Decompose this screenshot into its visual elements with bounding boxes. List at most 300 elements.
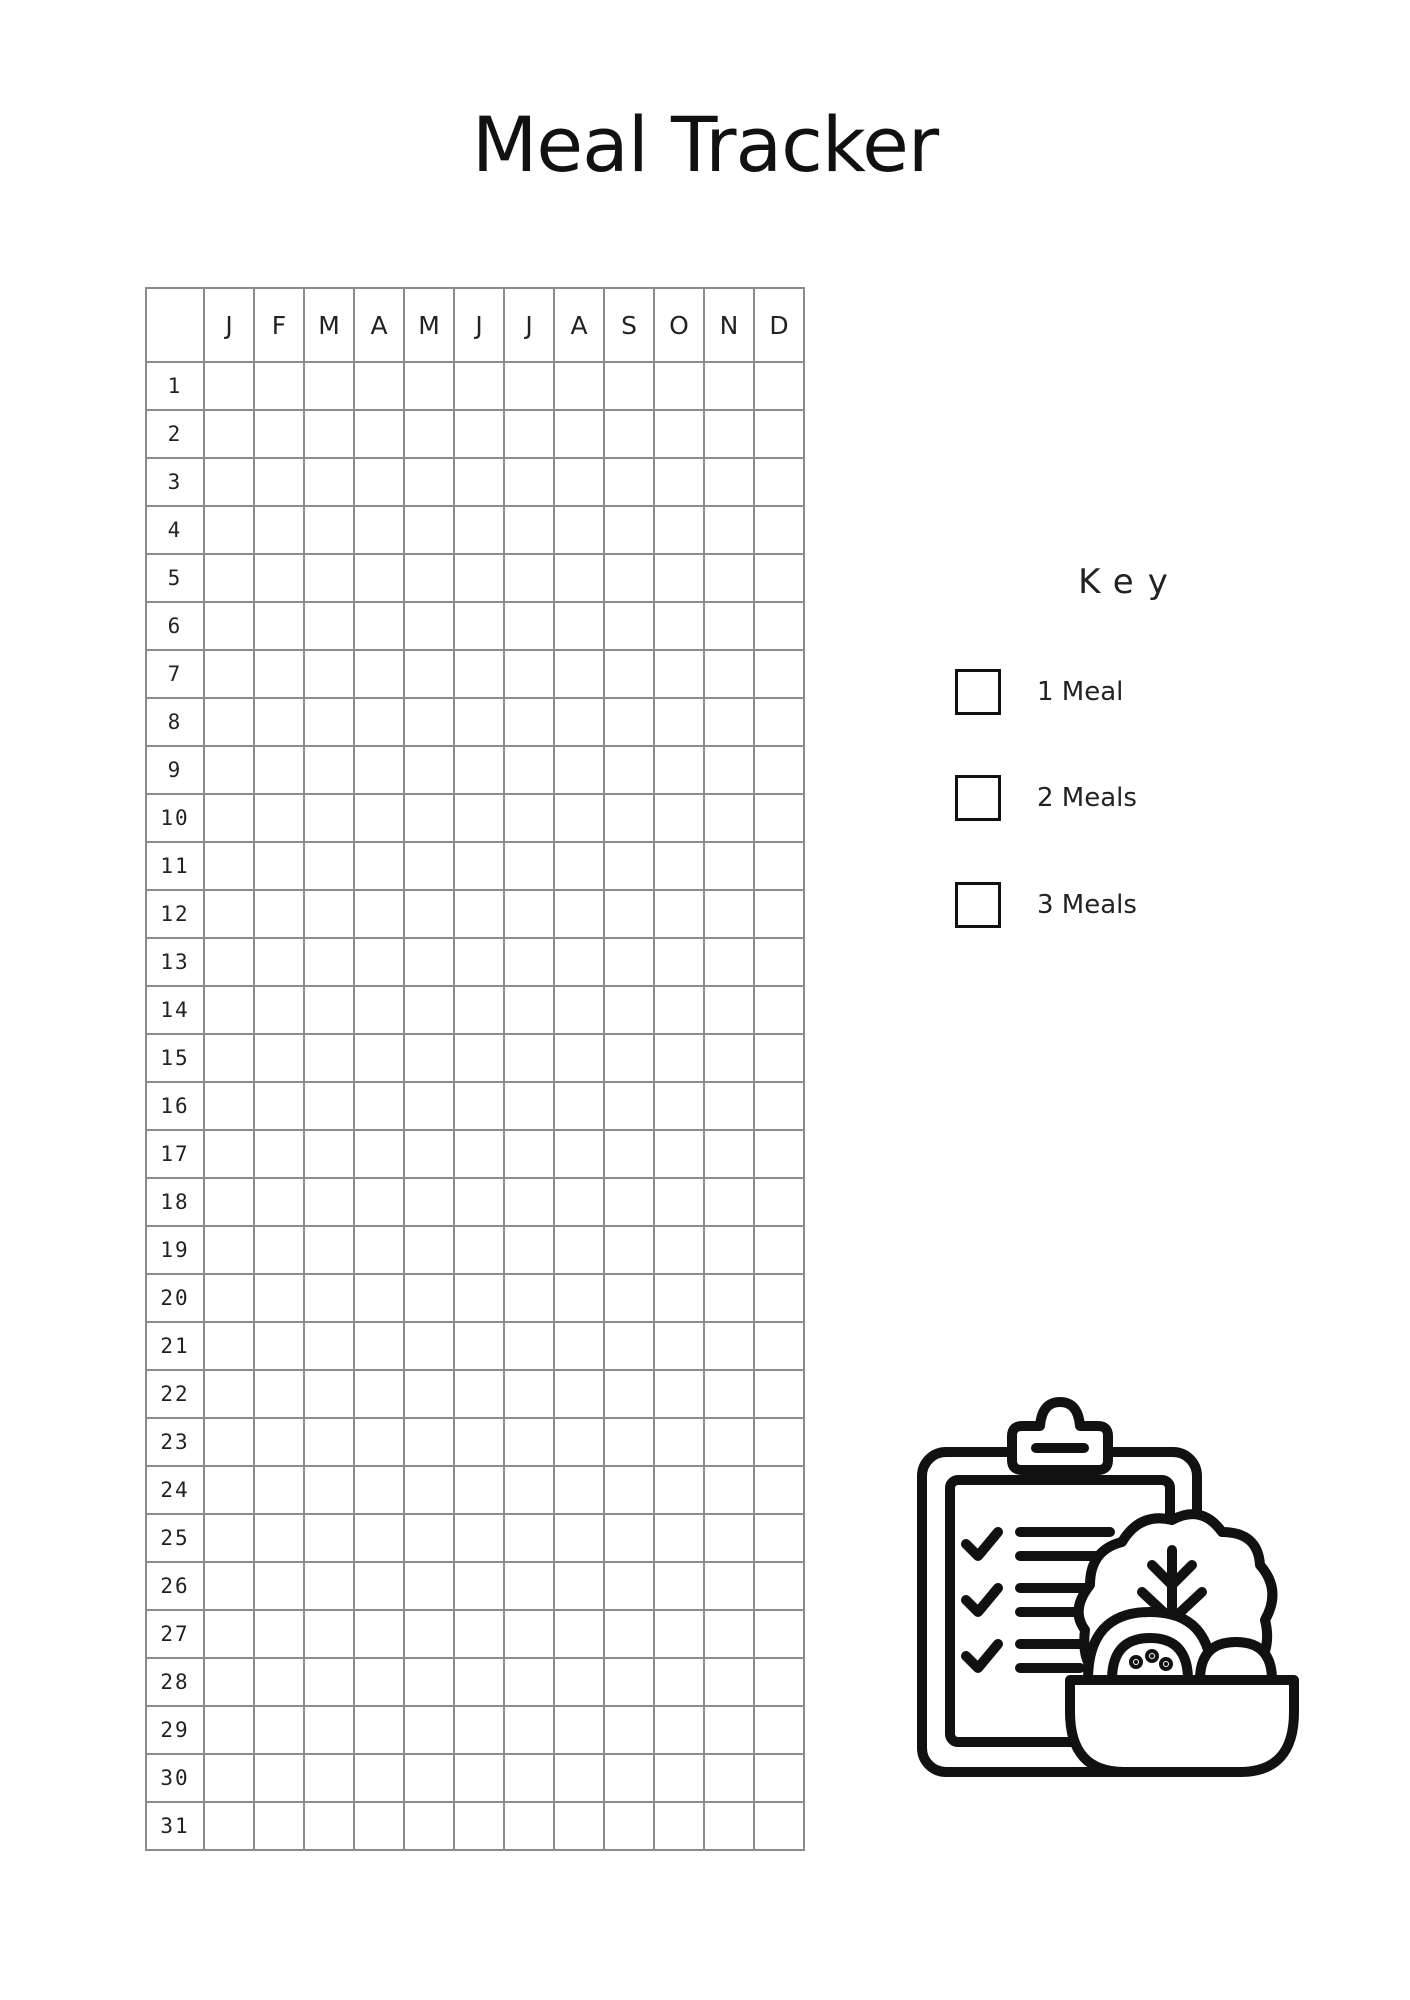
tracker-cell[interactable]: [204, 458, 254, 506]
tracker-cell[interactable]: [704, 1802, 754, 1850]
tracker-cell[interactable]: [304, 650, 354, 698]
tracker-cell[interactable]: [554, 362, 604, 410]
tracker-cell[interactable]: [254, 1274, 304, 1322]
tracker-cell[interactable]: [704, 650, 754, 698]
tracker-cell[interactable]: [254, 986, 304, 1034]
tracker-cell[interactable]: [654, 1226, 704, 1274]
tracker-cell[interactable]: [554, 1802, 604, 1850]
tracker-cell[interactable]: [754, 1610, 804, 1658]
tracker-cell[interactable]: [504, 650, 554, 698]
tracker-cell[interactable]: [504, 602, 554, 650]
tracker-cell[interactable]: [654, 1754, 704, 1802]
tracker-cell[interactable]: [454, 1178, 504, 1226]
tracker-cell[interactable]: [454, 1418, 504, 1466]
tracker-cell[interactable]: [704, 1562, 754, 1610]
tracker-cell[interactable]: [204, 410, 254, 458]
tracker-cell[interactable]: [554, 602, 604, 650]
tracker-cell[interactable]: [554, 458, 604, 506]
tracker-cell[interactable]: [654, 1466, 704, 1514]
tracker-cell[interactable]: [354, 1370, 404, 1418]
tracker-cell[interactable]: [754, 410, 804, 458]
tracker-cell[interactable]: [654, 1658, 704, 1706]
tracker-cell[interactable]: [704, 458, 754, 506]
tracker-cell[interactable]: [404, 1082, 454, 1130]
tracker-cell[interactable]: [254, 938, 304, 986]
tracker-cell[interactable]: [704, 890, 754, 938]
tracker-cell[interactable]: [454, 554, 504, 602]
tracker-cell[interactable]: [554, 794, 604, 842]
tracker-cell[interactable]: [654, 650, 704, 698]
tracker-cell[interactable]: [454, 1274, 504, 1322]
tracker-cell[interactable]: [404, 410, 454, 458]
tracker-cell[interactable]: [304, 1706, 354, 1754]
tracker-cell[interactable]: [504, 1274, 554, 1322]
tracker-cell[interactable]: [404, 1754, 454, 1802]
tracker-cell[interactable]: [654, 1514, 704, 1562]
tracker-cell[interactable]: [554, 890, 604, 938]
tracker-cell[interactable]: [554, 1034, 604, 1082]
tracker-cell[interactable]: [404, 1034, 454, 1082]
tracker-cell[interactable]: [554, 1178, 604, 1226]
tracker-cell[interactable]: [354, 410, 404, 458]
tracker-cell[interactable]: [654, 938, 704, 986]
tracker-cell[interactable]: [504, 890, 554, 938]
tracker-cell[interactable]: [604, 1706, 654, 1754]
tracker-cell[interactable]: [754, 1418, 804, 1466]
tracker-cell[interactable]: [604, 794, 654, 842]
tracker-cell[interactable]: [354, 890, 404, 938]
tracker-cell[interactable]: [204, 794, 254, 842]
tracker-cell[interactable]: [254, 1754, 304, 1802]
tracker-cell[interactable]: [304, 1130, 354, 1178]
tracker-cell[interactable]: [354, 938, 404, 986]
tracker-cell[interactable]: [504, 1034, 554, 1082]
tracker-cell[interactable]: [404, 1226, 454, 1274]
tracker-cell[interactable]: [754, 794, 804, 842]
tracker-cell[interactable]: [554, 746, 604, 794]
tracker-cell[interactable]: [354, 1418, 404, 1466]
tracker-cell[interactable]: [504, 794, 554, 842]
tracker-cell[interactable]: [604, 1754, 654, 1802]
tracker-cell[interactable]: [604, 986, 654, 1034]
tracker-cell[interactable]: [354, 1178, 404, 1226]
key-checkbox[interactable]: [955, 775, 1001, 821]
tracker-cell[interactable]: [404, 1466, 454, 1514]
tracker-cell[interactable]: [454, 746, 504, 794]
tracker-cell[interactable]: [204, 698, 254, 746]
tracker-cell[interactable]: [304, 458, 354, 506]
tracker-cell[interactable]: [504, 746, 554, 794]
tracker-cell[interactable]: [554, 1130, 604, 1178]
tracker-cell[interactable]: [404, 1370, 454, 1418]
tracker-cell[interactable]: [754, 506, 804, 554]
tracker-cell[interactable]: [654, 1274, 704, 1322]
tracker-cell[interactable]: [454, 1610, 504, 1658]
tracker-cell[interactable]: [604, 1226, 654, 1274]
tracker-cell[interactable]: [554, 1706, 604, 1754]
tracker-cell[interactable]: [554, 1226, 604, 1274]
tracker-cell[interactable]: [404, 938, 454, 986]
tracker-cell[interactable]: [504, 1322, 554, 1370]
tracker-cell[interactable]: [604, 602, 654, 650]
tracker-cell[interactable]: [754, 650, 804, 698]
tracker-cell[interactable]: [204, 1562, 254, 1610]
tracker-cell[interactable]: [454, 794, 504, 842]
tracker-cell[interactable]: [654, 794, 704, 842]
tracker-cell[interactable]: [704, 1514, 754, 1562]
tracker-cell[interactable]: [704, 698, 754, 746]
tracker-cell[interactable]: [704, 938, 754, 986]
tracker-cell[interactable]: [754, 986, 804, 1034]
tracker-cell[interactable]: [754, 1226, 804, 1274]
tracker-cell[interactable]: [404, 746, 454, 794]
tracker-cell[interactable]: [704, 1322, 754, 1370]
tracker-cell[interactable]: [404, 842, 454, 890]
tracker-cell[interactable]: [554, 1562, 604, 1610]
tracker-cell[interactable]: [304, 746, 354, 794]
tracker-cell[interactable]: [354, 1610, 404, 1658]
tracker-cell[interactable]: [554, 1514, 604, 1562]
tracker-cell[interactable]: [704, 410, 754, 458]
tracker-cell[interactable]: [304, 1178, 354, 1226]
tracker-cell[interactable]: [554, 1466, 604, 1514]
key-checkbox[interactable]: [955, 669, 1001, 715]
tracker-cell[interactable]: [254, 1322, 304, 1370]
tracker-cell[interactable]: [304, 1658, 354, 1706]
tracker-cell[interactable]: [704, 1370, 754, 1418]
tracker-cell[interactable]: [504, 1130, 554, 1178]
tracker-cell[interactable]: [354, 1274, 404, 1322]
tracker-cell[interactable]: [254, 602, 304, 650]
tracker-cell[interactable]: [754, 602, 804, 650]
tracker-cell[interactable]: [604, 554, 654, 602]
tracker-cell[interactable]: [604, 1466, 654, 1514]
tracker-cell[interactable]: [254, 1226, 304, 1274]
tracker-cell[interactable]: [204, 554, 254, 602]
tracker-cell[interactable]: [354, 1082, 404, 1130]
tracker-cell[interactable]: [554, 986, 604, 1034]
tracker-cell[interactable]: [754, 1274, 804, 1322]
tracker-cell[interactable]: [454, 602, 504, 650]
tracker-cell[interactable]: [254, 1082, 304, 1130]
tracker-cell[interactable]: [354, 1226, 404, 1274]
tracker-cell[interactable]: [454, 1802, 504, 1850]
tracker-cell[interactable]: [454, 1322, 504, 1370]
tracker-cell[interactable]: [404, 1562, 454, 1610]
tracker-cell[interactable]: [504, 458, 554, 506]
tracker-cell[interactable]: [404, 1274, 454, 1322]
tracker-cell[interactable]: [704, 1130, 754, 1178]
tracker-cell[interactable]: [554, 1322, 604, 1370]
tracker-cell[interactable]: [754, 458, 804, 506]
tracker-cell[interactable]: [704, 1466, 754, 1514]
tracker-cell[interactable]: [654, 1562, 704, 1610]
tracker-cell[interactable]: [604, 1082, 654, 1130]
tracker-cell[interactable]: [204, 1034, 254, 1082]
tracker-cell[interactable]: [704, 1178, 754, 1226]
tracker-cell[interactable]: [304, 890, 354, 938]
tracker-cell[interactable]: [304, 1610, 354, 1658]
tracker-cell[interactable]: [604, 1130, 654, 1178]
tracker-cell[interactable]: [204, 1754, 254, 1802]
tracker-cell[interactable]: [604, 362, 654, 410]
tracker-cell[interactable]: [254, 1178, 304, 1226]
tracker-cell[interactable]: [754, 1562, 804, 1610]
tracker-cell[interactable]: [604, 506, 654, 554]
tracker-cell[interactable]: [554, 1274, 604, 1322]
tracker-cell[interactable]: [604, 1034, 654, 1082]
tracker-cell[interactable]: [204, 362, 254, 410]
tracker-cell[interactable]: [254, 890, 304, 938]
tracker-cell[interactable]: [754, 1082, 804, 1130]
tracker-cell[interactable]: [704, 1226, 754, 1274]
tracker-cell[interactable]: [404, 1706, 454, 1754]
tracker-cell[interactable]: [204, 1418, 254, 1466]
tracker-cell[interactable]: [454, 506, 504, 554]
tracker-cell[interactable]: [204, 938, 254, 986]
tracker-cell[interactable]: [404, 506, 454, 554]
tracker-cell[interactable]: [604, 1418, 654, 1466]
tracker-cell[interactable]: [754, 746, 804, 794]
tracker-cell[interactable]: [304, 602, 354, 650]
tracker-cell[interactable]: [654, 1370, 704, 1418]
tracker-cell[interactable]: [354, 1802, 404, 1850]
tracker-cell[interactable]: [654, 1610, 704, 1658]
tracker-cell[interactable]: [254, 1130, 304, 1178]
tracker-cell[interactable]: [504, 1754, 554, 1802]
tracker-cell[interactable]: [354, 1754, 404, 1802]
tracker-cell[interactable]: [504, 938, 554, 986]
tracker-cell[interactable]: [354, 698, 404, 746]
tracker-cell[interactable]: [654, 1130, 704, 1178]
tracker-cell[interactable]: [604, 1658, 654, 1706]
tracker-cell[interactable]: [204, 1322, 254, 1370]
tracker-cell[interactable]: [754, 1322, 804, 1370]
tracker-cell[interactable]: [404, 1178, 454, 1226]
tracker-cell[interactable]: [254, 1514, 304, 1562]
tracker-cell[interactable]: [354, 1658, 404, 1706]
tracker-cell[interactable]: [354, 1034, 404, 1082]
tracker-cell[interactable]: [204, 890, 254, 938]
tracker-cell[interactable]: [504, 362, 554, 410]
tracker-cell[interactable]: [204, 1226, 254, 1274]
tracker-cell[interactable]: [654, 1802, 704, 1850]
tracker-cell[interactable]: [304, 410, 354, 458]
tracker-cell[interactable]: [254, 554, 304, 602]
tracker-cell[interactable]: [304, 506, 354, 554]
tracker-cell[interactable]: [254, 1562, 304, 1610]
tracker-cell[interactable]: [754, 890, 804, 938]
tracker-cell[interactable]: [754, 1178, 804, 1226]
tracker-cell[interactable]: [654, 1178, 704, 1226]
tracker-cell[interactable]: [454, 650, 504, 698]
tracker-cell[interactable]: [754, 362, 804, 410]
tracker-cell[interactable]: [404, 1418, 454, 1466]
tracker-cell[interactable]: [204, 1466, 254, 1514]
tracker-cell[interactable]: [404, 1610, 454, 1658]
tracker-cell[interactable]: [254, 458, 304, 506]
tracker-cell[interactable]: [354, 650, 404, 698]
tracker-cell[interactable]: [304, 554, 354, 602]
tracker-cell[interactable]: [254, 1706, 304, 1754]
tracker-cell[interactable]: [204, 1178, 254, 1226]
tracker-cell[interactable]: [704, 986, 754, 1034]
tracker-cell[interactable]: [204, 506, 254, 554]
tracker-cell[interactable]: [704, 746, 754, 794]
tracker-cell[interactable]: [354, 1562, 404, 1610]
tracker-cell[interactable]: [204, 1274, 254, 1322]
tracker-cell[interactable]: [404, 362, 454, 410]
tracker-cell[interactable]: [254, 1034, 304, 1082]
tracker-cell[interactable]: [704, 1706, 754, 1754]
tracker-cell[interactable]: [204, 1130, 254, 1178]
tracker-cell[interactable]: [554, 1418, 604, 1466]
tracker-cell[interactable]: [654, 842, 704, 890]
tracker-cell[interactable]: [504, 842, 554, 890]
tracker-cell[interactable]: [204, 650, 254, 698]
tracker-cell[interactable]: [454, 1082, 504, 1130]
tracker-cell[interactable]: [454, 1706, 504, 1754]
tracker-cell[interactable]: [554, 938, 604, 986]
tracker-cell[interactable]: [404, 650, 454, 698]
tracker-cell[interactable]: [354, 554, 404, 602]
tracker-cell[interactable]: [554, 1754, 604, 1802]
tracker-cell[interactable]: [254, 410, 304, 458]
tracker-cell[interactable]: [504, 1226, 554, 1274]
tracker-cell[interactable]: [604, 1562, 654, 1610]
tracker-cell[interactable]: [754, 1466, 804, 1514]
tracker-cell[interactable]: [554, 698, 604, 746]
tracker-cell[interactable]: [504, 1658, 554, 1706]
tracker-cell[interactable]: [704, 1658, 754, 1706]
tracker-cell[interactable]: [504, 1514, 554, 1562]
tracker-cell[interactable]: [404, 1130, 454, 1178]
tracker-cell[interactable]: [204, 1610, 254, 1658]
tracker-cell[interactable]: [504, 986, 554, 1034]
tracker-cell[interactable]: [604, 746, 654, 794]
tracker-cell[interactable]: [654, 1418, 704, 1466]
tracker-cell[interactable]: [554, 842, 604, 890]
tracker-cell[interactable]: [554, 1610, 604, 1658]
tracker-cell[interactable]: [354, 986, 404, 1034]
tracker-cell[interactable]: [454, 458, 504, 506]
tracker-cell[interactable]: [454, 410, 504, 458]
tracker-cell[interactable]: [304, 1226, 354, 1274]
tracker-cell[interactable]: [704, 362, 754, 410]
tracker-cell[interactable]: [454, 842, 504, 890]
tracker-cell[interactable]: [604, 842, 654, 890]
tracker-cell[interactable]: [604, 458, 654, 506]
tracker-cell[interactable]: [204, 1514, 254, 1562]
tracker-cell[interactable]: [654, 362, 704, 410]
tracker-cell[interactable]: [704, 1418, 754, 1466]
tracker-cell[interactable]: [604, 1514, 654, 1562]
tracker-cell[interactable]: [404, 554, 454, 602]
tracker-cell[interactable]: [654, 1082, 704, 1130]
tracker-cell[interactable]: [304, 1274, 354, 1322]
tracker-cell[interactable]: [304, 794, 354, 842]
tracker-cell[interactable]: [554, 1658, 604, 1706]
tracker-cell[interactable]: [504, 554, 554, 602]
tracker-cell[interactable]: [204, 842, 254, 890]
tracker-cell[interactable]: [554, 650, 604, 698]
tracker-cell[interactable]: [204, 1082, 254, 1130]
tracker-cell[interactable]: [454, 1370, 504, 1418]
tracker-cell[interactable]: [454, 1658, 504, 1706]
tracker-cell[interactable]: [454, 362, 504, 410]
tracker-cell[interactable]: [654, 554, 704, 602]
tracker-cell[interactable]: [704, 602, 754, 650]
tracker-cell[interactable]: [504, 1370, 554, 1418]
tracker-cell[interactable]: [754, 1130, 804, 1178]
tracker-cell[interactable]: [754, 1034, 804, 1082]
tracker-cell[interactable]: [404, 794, 454, 842]
tracker-cell[interactable]: [754, 938, 804, 986]
tracker-cell[interactable]: [504, 1082, 554, 1130]
tracker-cell[interactable]: [454, 1754, 504, 1802]
tracker-cell[interactable]: [604, 1322, 654, 1370]
tracker-cell[interactable]: [754, 554, 804, 602]
tracker-cell[interactable]: [354, 458, 404, 506]
tracker-cell[interactable]: [554, 1082, 604, 1130]
key-checkbox[interactable]: [955, 882, 1001, 928]
tracker-cell[interactable]: [554, 1370, 604, 1418]
tracker-cell[interactable]: [654, 890, 704, 938]
tracker-cell[interactable]: [304, 1082, 354, 1130]
tracker-cell[interactable]: [304, 1514, 354, 1562]
tracker-cell[interactable]: [704, 1034, 754, 1082]
tracker-cell[interactable]: [354, 1130, 404, 1178]
tracker-cell[interactable]: [304, 362, 354, 410]
tracker-cell[interactable]: [704, 506, 754, 554]
tracker-cell[interactable]: [754, 1802, 804, 1850]
tracker-cell[interactable]: [654, 746, 704, 794]
tracker-cell[interactable]: [404, 986, 454, 1034]
tracker-cell[interactable]: [254, 506, 304, 554]
tracker-cell[interactable]: [454, 1034, 504, 1082]
tracker-cell[interactable]: [454, 938, 504, 986]
tracker-cell[interactable]: [254, 650, 304, 698]
tracker-cell[interactable]: [504, 1562, 554, 1610]
tracker-cell[interactable]: [454, 1562, 504, 1610]
tracker-cell[interactable]: [254, 842, 304, 890]
tracker-cell[interactable]: [704, 1082, 754, 1130]
tracker-cell[interactable]: [254, 1370, 304, 1418]
tracker-cell[interactable]: [404, 1514, 454, 1562]
tracker-cell[interactable]: [754, 842, 804, 890]
tracker-cell[interactable]: [754, 1706, 804, 1754]
tracker-cell[interactable]: [354, 746, 404, 794]
tracker-cell[interactable]: [404, 1322, 454, 1370]
tracker-cell[interactable]: [454, 1514, 504, 1562]
tracker-cell[interactable]: [504, 1418, 554, 1466]
tracker-cell[interactable]: [304, 698, 354, 746]
tracker-cell[interactable]: [404, 458, 454, 506]
tracker-cell[interactable]: [354, 1322, 404, 1370]
tracker-cell[interactable]: [654, 602, 704, 650]
tracker-cell[interactable]: [454, 1226, 504, 1274]
tracker-cell[interactable]: [454, 1466, 504, 1514]
tracker-cell[interactable]: [504, 1178, 554, 1226]
tracker-cell[interactable]: [704, 1274, 754, 1322]
tracker-cell[interactable]: [404, 1658, 454, 1706]
tracker-cell[interactable]: [254, 698, 304, 746]
tracker-cell[interactable]: [554, 554, 604, 602]
tracker-cell[interactable]: [304, 938, 354, 986]
tracker-cell[interactable]: [604, 938, 654, 986]
tracker-cell[interactable]: [404, 602, 454, 650]
tracker-cell[interactable]: [304, 1562, 354, 1610]
